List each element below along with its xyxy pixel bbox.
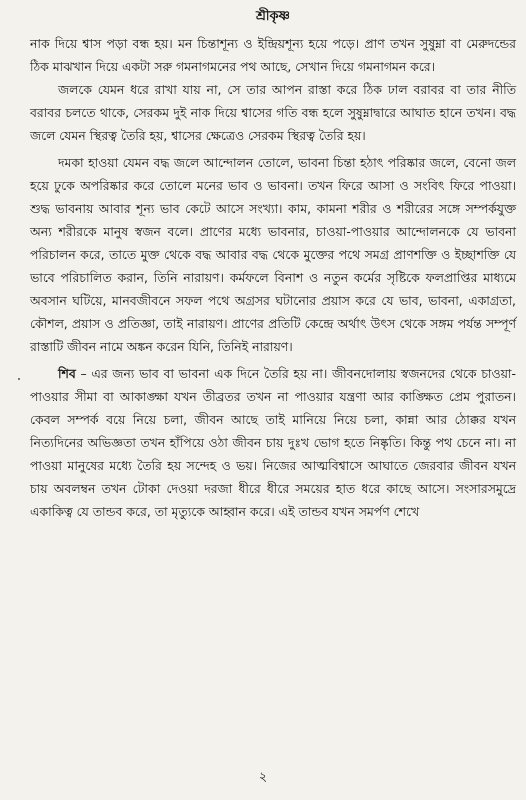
term-shiva: শিব xyxy=(58,366,76,381)
margin-mark xyxy=(18,378,20,380)
paragraph-1: নাক দিয়ে শ্বাস পড়া বন্ধ হয়। মন চিন্তাশূন্য ও ইন্দ্রিয়শূন্য হয়ে পড়ে। প্রাণ তখন সুষুম্না বা মেরুদন্ডের ঠিক মাঝখান দিয়ে একটা সরু গমনাগমনের পথ আছে, সেখান দিয়ে গমনাগমন করে। xyxy=(30,36,516,74)
running-title: শ্রীকৃষ্ণ xyxy=(256,9,290,24)
paragraph-4 xyxy=(30,362,516,523)
paragraph-3: দমকা হাওয়া যেমন বদ্ধ জলে আন্দোলন তোলে, ভাবনা চিন্তা হঠাৎ পরিষ্কার জলে, বেনো জল হয়ে ঢুকে অপরিষ্কার করে তোলে মনের ভাব ও ভাবনা। তখন ফিরে আসা ও সংবিৎ ফিরে পাওয়া। শুদ্ধ ভাবনায় আবার শূন্য ভাব কেটে আসে সংখ্যা। কাম, কামনা শরীর ও শরীরের সঙ্গে সম্পর্কযুক্ত অন্য শরীরকে মানুষ স্বজন বলে। প্রাণের মধ্যে ভাবনার, চাওয়া-পাওয়ার আন্দোলনকে যে ভাবনা পরিচালন করে, তাতে মুক্ত থেকে বদ্ধ আবার বদ্ধ থেকে মুক্তের পথে সমগ্র প্রাণশক্তি ও ইচ্ছাশক্তি যে ভাবে পরিচালিত করান, তিনি নারায়ণ। কর্মফলে বিনাশ ও নতুন কর্মের সৃষ্টিকে ফলপ্রাপ্তির মাধ্যমে অবসান ঘটিয়ে, মানবজীবনে সফল পথে অগ্রসর ঘটানোর প্রয়াস করে যে ভাব, ভাবনা, একাগ্রতা, কৌশল, প্রয়াস ও প্রতিজ্ঞা, তাই নারায়ণ। প্রাণের প্রতিটি কেন্দ্রে অর্থাৎ উৎস থেকে সঙ্গম পর্যন্ত সম্পূর্ণ রাস্তাটি জীবন নামে অঙ্কন করেন যিনি, তিনিই নারায়ণ। xyxy=(30,155,516,354)
page-number: ২ xyxy=(258,770,268,785)
paragraph-4-body: – এর জন্য ভাব বা ভাবনা এক দিনে তৈরি হয় না। জীবনদোলায় স্বজনদের থেকে চাওয়া-পাওয়ার সীমা বা আকাঙ্ক্ষা যখন তীব্রতর তখন না পাওয়ার যন্ত্রণা আর কাঙ্ক্ষিত প্রেম পুরাতন। কেবল সম্পর্ক বয়ে নিয়ে চলা, জীবন আছে তাই মানিয়ে নিয়ে চলা, কান্না আর ঠোক্কর যখন নিত্যদিনের অভিজ্ঞতা তখন হাঁপিয়ে ওঠা জীবন চায় দুঃখ ভোগ হতে নিষ্কৃতি। কিন্তু পথ চেনে না। না পাওয়া মানুষের মধ্যে তৈরি হয় সন্দেহ ও ভয়। নিজের আত্মবিশ্বাসে আঘাতে জেরবার জীবন যখন চায় অবলম্বন তখন টোকা দেওয়া দরজা ধীরে ধীরে সময়ের হাত ধরে কাছে আসে। সংসারসমুদ্রে একাকিত্ব যে তান্ডব করে, তা মৃত্যুকে আহ্বান করে। এই তান্ডব যখন সমর্পণ শেখে xyxy=(30,366,516,519)
paragraph-2: জলকে যেমন ধরে রাখা যায় না, সে তার আপন রাস্তা করে ঠিক ঢাল বরাবর বা তার নীতি বরাবর চলতে থাকে, সেরকম দুই নাক দিয়ে শ্বাসের গতি বন্ধ হলে সুষুম্নাদ্বারে আঘাত হানে তখন। বদ্ধ জলে যেমন স্থিরত্ব তৈরি হয়, শ্বাসের ক্ষেত্রেও সেরকম স্থিরত্ব তৈরি হয়। xyxy=(30,82,516,143)
